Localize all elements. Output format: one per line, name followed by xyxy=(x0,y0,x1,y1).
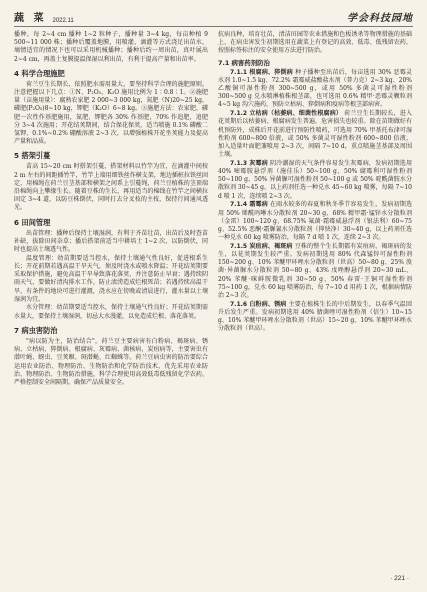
paragraph: 出苗管理：播种后保持土壤湿润，有利于齐苗壮苗，出苗后及时查苗补缺，拔除田间杂草；播后搭架前适当中耕培土 1~2 次，以防倒伏，同时也提高土壤透气性。 xyxy=(14,229,208,254)
item-body: 荷兰豆生长期较长，进入花荚期后以枯萎病、根腐病发生普遍，危害损失也较重。除在苗期做好有机预防外，成株后开花前进行预防性喷药，可选用 70% 甲基托布津可湿性粉剂 600~800 倍液，或 50% 多菌灵可湿性粉剂 600~800 倍液，加入适量叶面肥兼喷用 2~3 次，间隔 7~10 d，重点喷施茎基部及周围土壤。 xyxy=(218,110,412,159)
paragraph xyxy=(218,201,412,242)
paragraph: 温度管理：幼苗期要适当控水，保持土壤通气性良好，促进根系生长；开花前期若遇高温干旱天气，须及时浇水或喷水降温；开花结荚期要采取保护措施，避免高温干旱导致落花落荚，并注意防止早衰；遇持续阴雨天气，要做好清沟排水工作，防止渍涝造成烂根死苗；若遇持续高温干旱，有条件的地块可进行灌溉，浇水应在傍晚或清晨进行，灌水量以土壤湿润为宜。 xyxy=(14,254,208,303)
item-title: 7.1.3 灰霉病 xyxy=(230,159,268,167)
two-column-body xyxy=(14,31,413,388)
page-header xyxy=(14,6,413,27)
issue-number: 2022.11 xyxy=(52,18,74,24)
paragraph xyxy=(218,160,412,201)
item-title: 7.1.6 白粉病、锈病 xyxy=(230,300,287,308)
page-number: · 221 · xyxy=(390,575,409,582)
paragraph: 水分管理：幼苗期要适当控水，保持土壤通气性良好；开花结荚期需水量大，要保持土壤湿润，切忌大水漫灌，以免造成烂根、落花落荚。 xyxy=(14,304,208,320)
section-heading: 6 田间管理 xyxy=(14,217,51,227)
paragraph xyxy=(218,110,412,159)
paragraph: 荷兰豆生长期长，依照肥水需用量大，要坚持科学合理的施肥原则，注意把握以下几点：①N、P₂O₅、K₂O 施用比例为 1∶0.8∶1。②施肥量（亩施用量）：腐熟农家肥 2 000~3 000 kg，氮肥（N)20~25 kg，磷肥(P₂O₅)8~10 kg，钾肥（K₂O）6~8 kg。③施肥方法：农家肥、磷肥一次性作基肥施用，氮肥、钾肥各 30% 作基肥，70% 作追肥，追肥分 3~4 次施用；开花结荚期间，结合保花保荚，适当喷施 0.1% 磷酸二氢钾、0.1%~0.2% 硼酸溶液 2~3 次，以增强植株开花坐荚能力及提高产量和品质。 xyxy=(14,80,208,146)
subsection-heading: 7.1 病害药剂防治 xyxy=(218,58,270,67)
section-heading: 7 病虫害防治 xyxy=(14,325,58,335)
section-heading: 4 科学合理施肥 xyxy=(14,68,65,78)
paragraph xyxy=(218,301,412,334)
item-body: 主要在植株生长的中后期发生，以春季气温回升后发生严重。发病初期选用 40% 腈菌唑可湿性粉剂（信生）10~15 g、10% 苯醚甲环唑水分散粒剂（世高）15~20 g、10% 苯醚甲环唑水分散粒剂（世高）。 xyxy=(218,300,412,333)
header-left xyxy=(14,9,74,24)
paragraph: "病以防为主，防治结合"，荷兰豆主要病害有白粉病、褐斑病、锈病、立枯病、猝倒病、根腐病、灰霉病、菌核病、炭疽病等，主要害虫有潜叶蝇、蚜虫、豆荚螟、斑潜蝇、红蜘蛛等。荷兰豆病虫害的防治要综合运用农业防治、物理防治、生物防治和化学防治技术，优先采用农业防治、物理防治、生物防治措施，科学合理使用高效低毒低残留化学农药，严格控制安全间隔期，确保产品质量安全。 xyxy=(14,337,208,386)
paragraph: 抗病良种，培育壮苗，清洁田园等农业措施和色板诱杀等物理措施的基础上，在病虫害发生初期选用在蔬菜上有登记的高效、低毒、低残留农药，按照标签标注的安全使用方法进行防治。 xyxy=(218,31,412,55)
item-body: 在雨水较多的春夏和秋冬季节容易发生，发病初期选用 50% 烯酰吗啉水分散粒剂 20~30 g、68% 精甲霜·锰锌水分散粒剂（金雷）100~120 g、68.75% 氟菌·霜霉威悬浮剂（银法利）60~75 g、52.5% 恶酮·霜脲氰水分散粒剂（抑快净）30~40 g，以上药剂任选一种兑水 60 kg 喷雾防治，每隔 7 d 喷 1 次，连续 2~3 次。 xyxy=(218,201,412,242)
item-body: 豆株的整个生长期都有炭疽病、褐斑病的发生，以花荚期发生较严重。发病初期选用 80% 代森锰锌可湿性粉剂 150~200 g、10% 苯醚甲环唑水分散粒剂（世高）50~80 g、25% 溴菌·异菌脲水分散粒剂 50~80 g、43% 戊唑醇悬浮剂 20~30 mL、20% 苯醚·咪鲜胺微乳剂 30~50 g、50% 春雷·王铜可湿性粉剂 75~100 g，兑水 60 kg 喷雾防治，每 7~10 d 用药 1 次，根据病情防治 2~3 次。 xyxy=(218,242,412,300)
item-title: 7.1.2 立枯病（枯萎病、细菌性根腐病） xyxy=(230,110,343,118)
paragraph xyxy=(218,69,412,110)
right-column xyxy=(218,31,412,388)
item-title: 7.1.5 炭疽病、褐斑病 xyxy=(230,242,293,250)
column-logo: 学会科技园地 xyxy=(347,13,413,24)
paragraph: 播种，每 2~4 cm 播种 1~2 粒种子，播种量 3~4 kg，每亩种植 9 500~11 000 株；播种后覆盖地膜，用喷灌、滴灌等方式浇足出苗水，墒情适宜的情况下也可以采用机械播种；播种后约一周出苗，真叶展出 2~4 cm，再盖土复膜提温保湿以利出苗，有利于提高产量和出苗率。 xyxy=(14,31,208,63)
item-body: 种子播种至出苗后，每亩选用 30% 恶霉灵水剂 1.0~1.5 kg、72.2% 霜霉威盐酸盐水剂（普力克）2~3 kg、20% 乙酸铜可湿性粉剂 300~500 g，或用 50% 多菌灵可湿性粉剂 300~500 g 兑水喷淋植株根茎部，也可选用 0.6% 精甲·恶霉灵颗粒剂 4~5 kg 沟穴施药，预防立枯病、猝倒病和疫病等根茎部病害。 xyxy=(218,68,412,109)
item-title: 7.1.4 霜霉病 xyxy=(230,201,268,209)
section-heading: 5 搭架引蔓 xyxy=(14,151,51,161)
left-column xyxy=(14,31,208,388)
paragraph: 苗高 15~20 cm 时搭架引蔓，搭架材料以竹竿为宜，在滴灌中间按 2 m 左右的间距插竹竿，竹竿上端用细铁丝作横支架，地边插桩拉铁丝固定，用棉绳在荷兰豆茎基部和横架之间系上引蔓绳，荷兰豆植株的茎顶端沿棉绳向上攀缘生长。随着豆株的生长，再用适当的棉线在竹竿之间横拉固定 3~4 道，以防豆株倒伏，同时打去分叉枝的主枝，保持行间通风透光。 xyxy=(14,163,208,212)
item-title: 7.1.1 根腐病、猝倒病 xyxy=(230,68,293,76)
item-body: 阴冷潮湿的天气条件容易发生灰霉病，发病初期选用 40% 嘧霉胺悬浮剂（施佳乐）50~100 g、50% 腐霉利可湿性粉剂 50~100 g、50% 异菌脲可湿性粉剂 50~100 g 或 50% 啶酰菌胺水分散粒剂 30~45 g，以上药剂任选一种兑水 45~60 kg 喷雾，每隔 7~10 d 喷 1 次，连续喷 2~3 次。 xyxy=(218,159,412,200)
paragraph xyxy=(218,243,412,300)
magazine-title: 蔬 菜 xyxy=(14,13,47,24)
